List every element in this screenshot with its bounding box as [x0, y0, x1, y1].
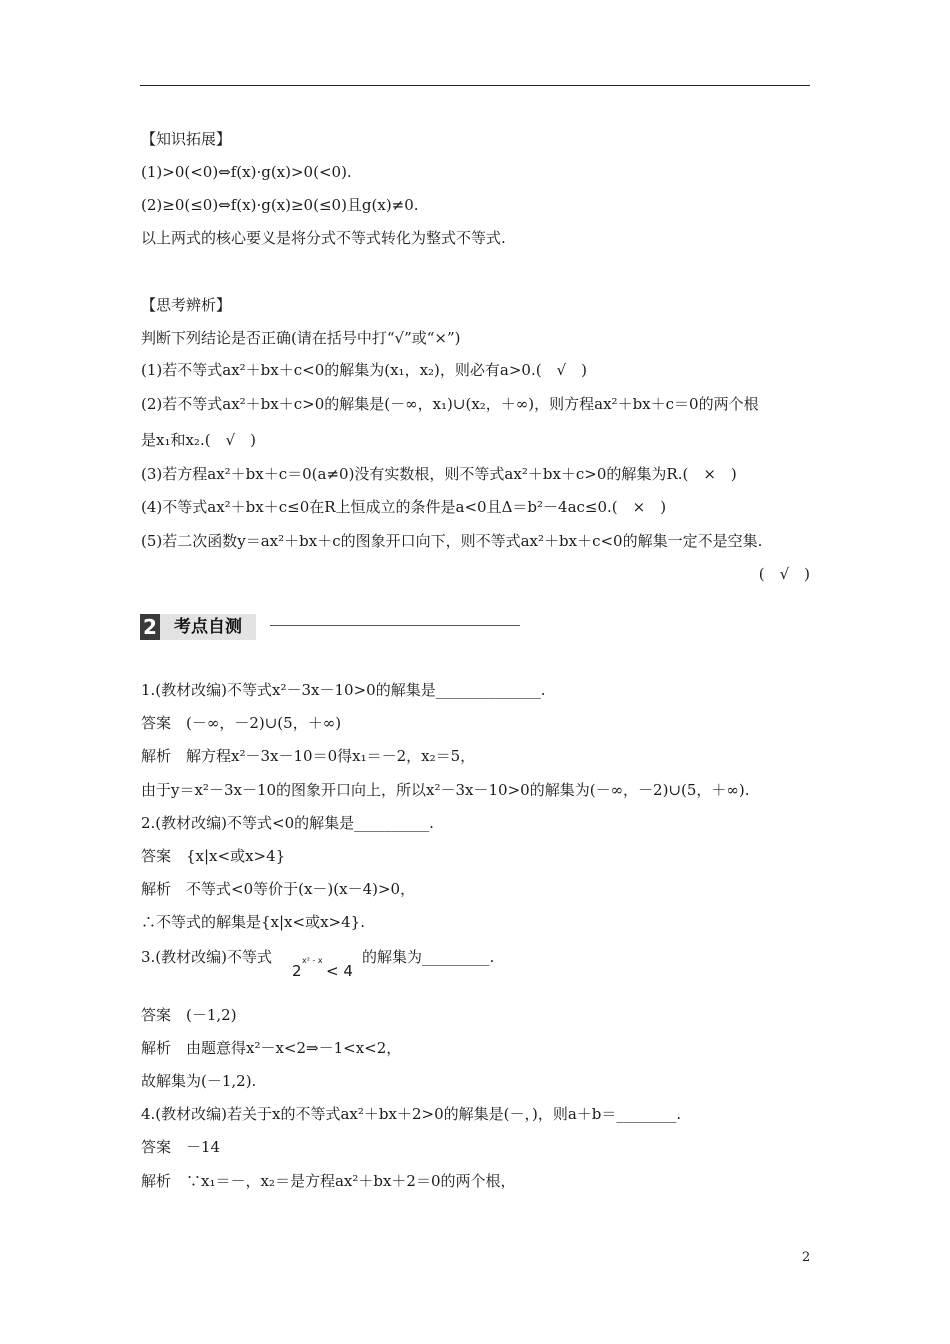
analysis-3: 解析 由题意得x²－x<2⇒－1<x<2， — [141, 1039, 402, 1057]
thinking-heading: 【思考辨析】 — [141, 296, 232, 314]
section-rule — [270, 625, 520, 626]
question-1: 1.(教材改编)不等式x²－3x－10>0的解集是______________. — [141, 681, 546, 699]
thinking-item-1: (1)若不等式ax²＋bx＋c<0的解集为(x₁，x₂)，则必有a>0.( √ ) — [141, 361, 587, 379]
thinking-item-5: (5)若二次函数y＝ax²＋bx＋c的图象开口向下，则不等式ax²＋bx＋c<0的解集一定不是空集. — [141, 532, 763, 550]
answer-2: 答案 {x|x<或x>4} — [141, 847, 286, 865]
answer-3: 答案 (－1,2) — [141, 1006, 237, 1024]
answer-4: 答案 －14 — [141, 1138, 221, 1156]
knowledge-heading: 【知识拓展】 — [141, 130, 232, 148]
analysis-2-cont: ∴不等式的解集是{x|x<或x>4}. — [141, 913, 365, 931]
question-4: 4.(教材改编)若关于x的不等式ax²＋bx＋2>0的解集是(－，)，则a＋b＝________. — [141, 1105, 682, 1123]
analysis-2: 解析 不等式<0等价于(x－)(x－4)>0， — [141, 880, 416, 898]
analysis-1: 解析 解方程x²－3x－10＝0得x₁＝－2，x₂＝5， — [141, 747, 476, 765]
analysis-1-cont: 由于y＝x²－3x－10的图象开口向上，所以x²－3x－10>0的解集为(－∞，－2)∪(5，＋∞). — [141, 781, 750, 799]
section-title: 考点自测 — [160, 614, 256, 640]
formula-exponent: x² - x — [302, 956, 323, 965]
page-number: 2 — [802, 1250, 811, 1265]
knowledge-summary: 以上两式的核心要义是将分式不等式转化为整式不等式. — [141, 229, 506, 247]
question-2: 2.(教材改编)不等式<0的解集是__________. — [141, 814, 434, 832]
analysis-4: 解析 ∵x₁＝－，x₂＝是方程ax²＋bx＋2＝0的两个根， — [141, 1172, 516, 1190]
thinking-item-2-cont: 是x₁和x₂.( √ ) — [141, 431, 256, 449]
header-rule — [140, 85, 810, 86]
thinking-instruction: 判断下列结论是否正确(请在括号中打“√”或“×”) — [141, 329, 461, 347]
formula-operator: < 4 — [326, 962, 353, 980]
analysis-3-cont: 故解集为(－1,2). — [141, 1072, 257, 1090]
thinking-item-2: (2)若不等式ax²＋bx＋c>0的解集是(－∞，x₁)∪(x₂，＋∞)，则方程ax²＋bx＋c＝0的两个根 — [141, 395, 759, 413]
thinking-item-4: (4)不等式ax²＋bx＋c≤0在R上恒成立的条件是a<0且Δ＝b²－4ac≤0.( × ) — [141, 498, 667, 516]
question-3-tail: 的解集为_________. — [362, 948, 495, 966]
question-3-formula — [290, 954, 358, 982]
section-number: 2 — [140, 614, 160, 640]
knowledge-item-2: (2)≥0(≤0)⇔f(x)·g(x)≥0(≤0)且g(x)≠0. — [141, 196, 419, 214]
knowledge-item-1: (1)>0(<0)⇔f(x)·g(x)>0(<0). — [141, 163, 352, 181]
thinking-item-5-answer: ( √ ) — [758, 565, 810, 583]
question-3: 3.(教材改编)不等式 — [141, 948, 273, 966]
formula-base: 2 — [292, 962, 302, 980]
answer-1: 答案 (－∞，－2)∪(5，＋∞) — [141, 714, 342, 732]
thinking-item-3: (3)若方程ax²＋bx＋c＝0(a≠0)没有实数根，则不等式ax²＋bx＋c>0的解集为R.( × ) — [141, 465, 737, 483]
